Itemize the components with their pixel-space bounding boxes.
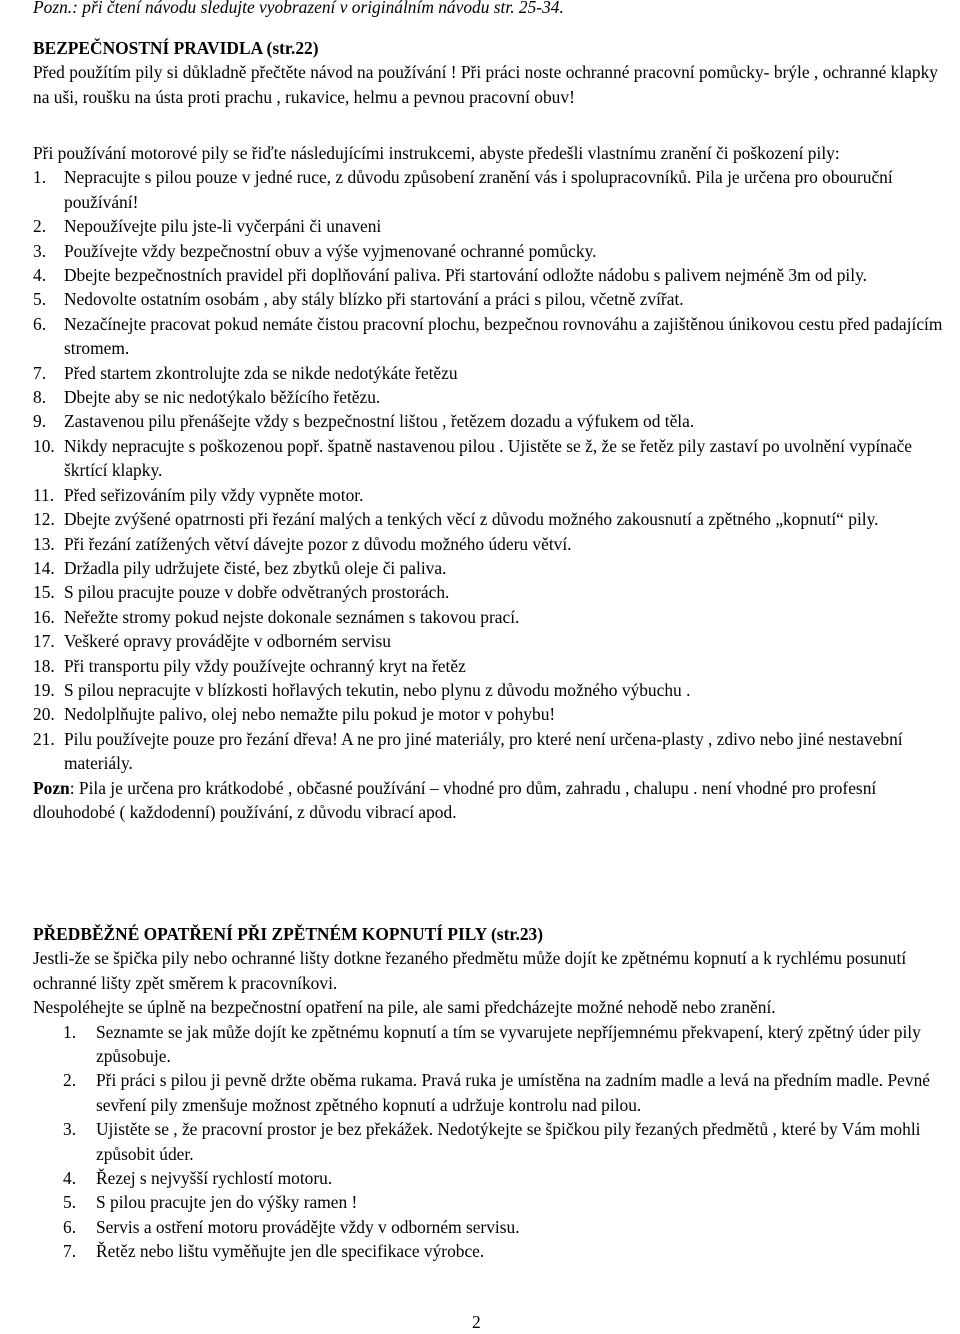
kickback-item-text: S pilou pracujte jen do výšky ramen ! <box>96 1192 358 1213</box>
safety-rule-number: 7. <box>33 362 47 383</box>
safety-rule-number: 5. <box>33 289 47 310</box>
kickback-item <box>63 1020 955 1069</box>
kickback-item-number: 3. <box>63 1119 77 1140</box>
safety-rule-text: Při transportu pily vždy používejte ochranný kryt na řetěz <box>64 655 466 676</box>
kickback-item <box>63 1215 955 1239</box>
kickback-list <box>33 1020 955 1264</box>
kickback-item-number: 7. <box>63 1241 77 1262</box>
safety-rule <box>33 556 955 580</box>
safety-rule-text: Veškeré opravy provádějte v odborném servisu <box>64 631 391 652</box>
kickback-item-number: 6. <box>63 1216 77 1237</box>
safety-rule-text: Neřežte stromy pokud nejste dokonale seznámen s takovou prací. <box>64 606 520 627</box>
safety-rule <box>33 409 955 433</box>
safety-rule-number: 9. <box>33 411 47 432</box>
safety-rule-number: 15. <box>33 582 55 603</box>
safety-rule-text: Dbejte zvýšené opatrnosti při řezání malých a tenkých věcí z důvodu možného zakousnutí a zpětného „kopnutí“ pily. <box>64 509 879 530</box>
safety-rule-number: 14. <box>33 557 55 578</box>
safety-lead: Při používání motorové pily se řiďte následujícími instrukcemi, abyste předešli vlastnímu zranění či poškození pily: <box>33 143 840 163</box>
safety-rule-text: Nepoužívejte pilu jste-li vyčerpáni či unaveni <box>64 216 382 237</box>
safety-rule <box>33 165 955 214</box>
safety-rule-number: 21. <box>33 728 55 749</box>
safety-rule-number: 2. <box>33 216 47 237</box>
safety-rule-number: 12. <box>33 509 55 530</box>
safety-rule-number: 18. <box>33 655 55 676</box>
safety-intro-section <box>33 36 955 109</box>
kickback-item-text: Ujistěte se , že pracovní prostor je bez překážek. Nedotýkejte se špičkou pily řezaných předmětů , které by Vám mohli způsobit úder. <box>96 1119 921 1164</box>
safety-rule-number: 16. <box>33 606 55 627</box>
safety-rule-text: Nikdy nepracujte s poškozenou popř. špatně nastavenou pilou . Ujistěte se ž, že se řetěz pily zastaví po uvolnění vypínače škrtící klapky. <box>64 435 913 481</box>
pozn-text: : Pila je určena pro krátkodobé , občasné používání – vhodné pro dům, zahradu , chalupu . není vhodné pro profesní dlouhodobé ( každodenní) používání, z důvodu vibrací apod. <box>33 777 877 822</box>
safety-rule <box>33 312 955 361</box>
safety-rule-number: 17. <box>33 631 55 652</box>
kickback-item-text: Řezej s nejvyšší rychlostí motoru. <box>96 1168 333 1189</box>
safety-rule-number: 19. <box>33 679 55 700</box>
safety-rule <box>33 263 955 287</box>
safety-rule <box>33 507 955 531</box>
safety-rule <box>33 287 955 311</box>
kickback-item-text: Seznamte se jak může dojít ke zpětnému kopnutí a tím se vyvarujete nepříjemnému překvapení, který zpětný úder pily způsobuje. <box>96 1021 921 1067</box>
safety-intro: Před použítím pily si důkladně přečtěte návod na používání ! Při práci noste ochranné pracovní pomůcky- brýle , ochranné klapky na uši, roušku na ústa proti prachu , rukavice, helmu a pevnou pracovní obuv! <box>33 62 939 107</box>
safety-heading: BEZPEČNOSTNÍ PRAVIDLA (str.22) <box>33 38 319 58</box>
safety-rule-text: Pilu používejte pouze pro řezání dřeva! A ne pro jiné materiály, pro které není určena-plasty , zdivo nebo jiné nestavební materiály. <box>64 728 903 774</box>
safety-rule-text: Zastavenou pilu přenášejte vždy s bezpečnostní lištou , řetězem dozadu a výfukem od těla. <box>64 411 695 432</box>
kickback-item-text: Řetěz nebo lištu vyměňujte jen dle specifikace výrobce. <box>96 1241 485 1262</box>
page-number: 2 <box>472 1312 481 1332</box>
kickback-item-number: 4. <box>63 1168 77 1189</box>
kickback-item-text: Servis a ostření motoru provádějte vždy v odborném servisu. <box>96 1216 520 1237</box>
safety-rule-text: Nedolplňujte palivo, olej nebo nemažte pilu pokud je motor v pohybu! <box>64 704 556 725</box>
safety-rule <box>33 605 955 629</box>
kickback-item-number: 1. <box>63 1021 77 1042</box>
safety-rule-number: 13. <box>33 533 55 554</box>
kickback-item-text: Při práci s pilou ji pevně držte oběma rukama. Pravá ruka je umístěna na zadním madle a levá na předním madle. Pevné sevření pily zmenšuje možnost zpětného kopnutí a udržuje kontrolu nad pilou. <box>96 1070 930 1115</box>
kickback-item-number: 5. <box>63 1192 77 1213</box>
safety-rule-text: Dbejte aby se nic nedotýkalo běžícího řetězu. <box>64 387 381 408</box>
safety-rule <box>33 239 955 263</box>
safety-rule-text: S pilou pracujte pouze v dobře odvětraných prostorách. <box>64 582 450 603</box>
safety-rule-text: Držadla pily udržujete čisté, bez zbytků oleje či paliva. <box>64 557 447 578</box>
safety-rules-list <box>33 165 955 775</box>
safety-rule <box>33 483 955 507</box>
safety-rule <box>33 678 955 702</box>
safety-rules-section <box>33 141 955 824</box>
kickback-para2: Nespoléhejte se úplně na bezpečnostní opatření na pile, ale sami předcházejte možné nehodě nebo zranění. <box>33 997 776 1018</box>
safety-rule-number: 10. <box>33 435 55 456</box>
safety-rule <box>33 580 955 604</box>
safety-rule <box>33 385 955 409</box>
kickback-item <box>63 1239 955 1263</box>
safety-rule-number: 8. <box>33 387 47 408</box>
kickback-section <box>33 922 955 1264</box>
safety-rule-text: Používejte vždy bezpečnostní obuv a výše vyjmenované ochranné pomůcky. <box>64 240 597 261</box>
safety-rule-text: Nezačínejte pracovat pokud nemáte čistou pracovní plochu, bezpečnou rovnováhu a zajištěnou únikovou cestu před padajícím stromem. <box>64 313 943 359</box>
safety-rule-text: S pilou nepracujte v blízkosti hořlavých tekutin, nebo plynu z důvodu možného výbuchu . <box>64 679 691 700</box>
safety-pozn <box>33 776 955 825</box>
safety-rule-text: Při řezání zatížených větví dávejte pozor z důvodu možného úderu větví. <box>64 533 572 554</box>
safety-rule-text: Před seřizováním pily vždy vypněte motor. <box>64 484 364 505</box>
pozn-label: Pozn <box>33 777 70 798</box>
safety-rule-number: 4. <box>33 265 47 286</box>
safety-rule-number: 11. <box>33 484 55 505</box>
kickback-item <box>63 1166 955 1190</box>
safety-rule-text: Před startem zkontrolujte zda se nikde nedotýkáte řetězu <box>64 362 458 383</box>
kickback-heading: PŘEDBĚŽNÉ OPATŘENÍ PŘI ZPĚTNÉM KOPNUTÍ PILY (str.23) <box>33 924 544 944</box>
safety-rule-text: Nedovolte ostatním osobám , aby stály blízko při startování a práci s pilou, včetně zvířat. <box>64 289 684 310</box>
safety-rule <box>33 654 955 678</box>
safety-rule-number: 6. <box>33 313 47 334</box>
safety-rule <box>33 361 955 385</box>
safety-rule-number: 1. <box>33 167 47 188</box>
manual-note: Pozn.: při čtení návodu sledujte vyobrazení v originálním návodu str. 25-34. <box>33 0 564 17</box>
safety-rule-text: Nepracujte s pilou pouze v jedné ruce, z důvodu způsobení zranění vás i spolupracovníků. Pila je určena pro obouruční používání! <box>64 167 893 212</box>
safety-rule <box>33 629 955 653</box>
kickback-item-number: 2. <box>63 1070 77 1091</box>
safety-rule <box>33 702 955 726</box>
safety-rule <box>33 727 955 776</box>
safety-rule-text: Dbejte bezpečnostních pravidel při doplňování paliva. Při startování odložte nádobu s palivem nejméně 3m od pily. <box>64 265 867 286</box>
kickback-para1: Jestli-že se špička pily nebo ochranné lišty dotkne řezaného předmětu může dojít ke zpětnému kopnutí a k rychlému posunutí ochranné lišty zpět směrem k pracovníkovi. <box>33 948 907 993</box>
safety-rule <box>33 434 955 483</box>
kickback-item <box>63 1117 955 1166</box>
kickback-item <box>63 1190 955 1214</box>
kickback-item <box>63 1068 955 1117</box>
safety-rule-number: 3. <box>33 240 47 261</box>
safety-rule <box>33 214 955 238</box>
safety-rule-number: 20. <box>33 704 55 725</box>
safety-rule <box>33 532 955 556</box>
